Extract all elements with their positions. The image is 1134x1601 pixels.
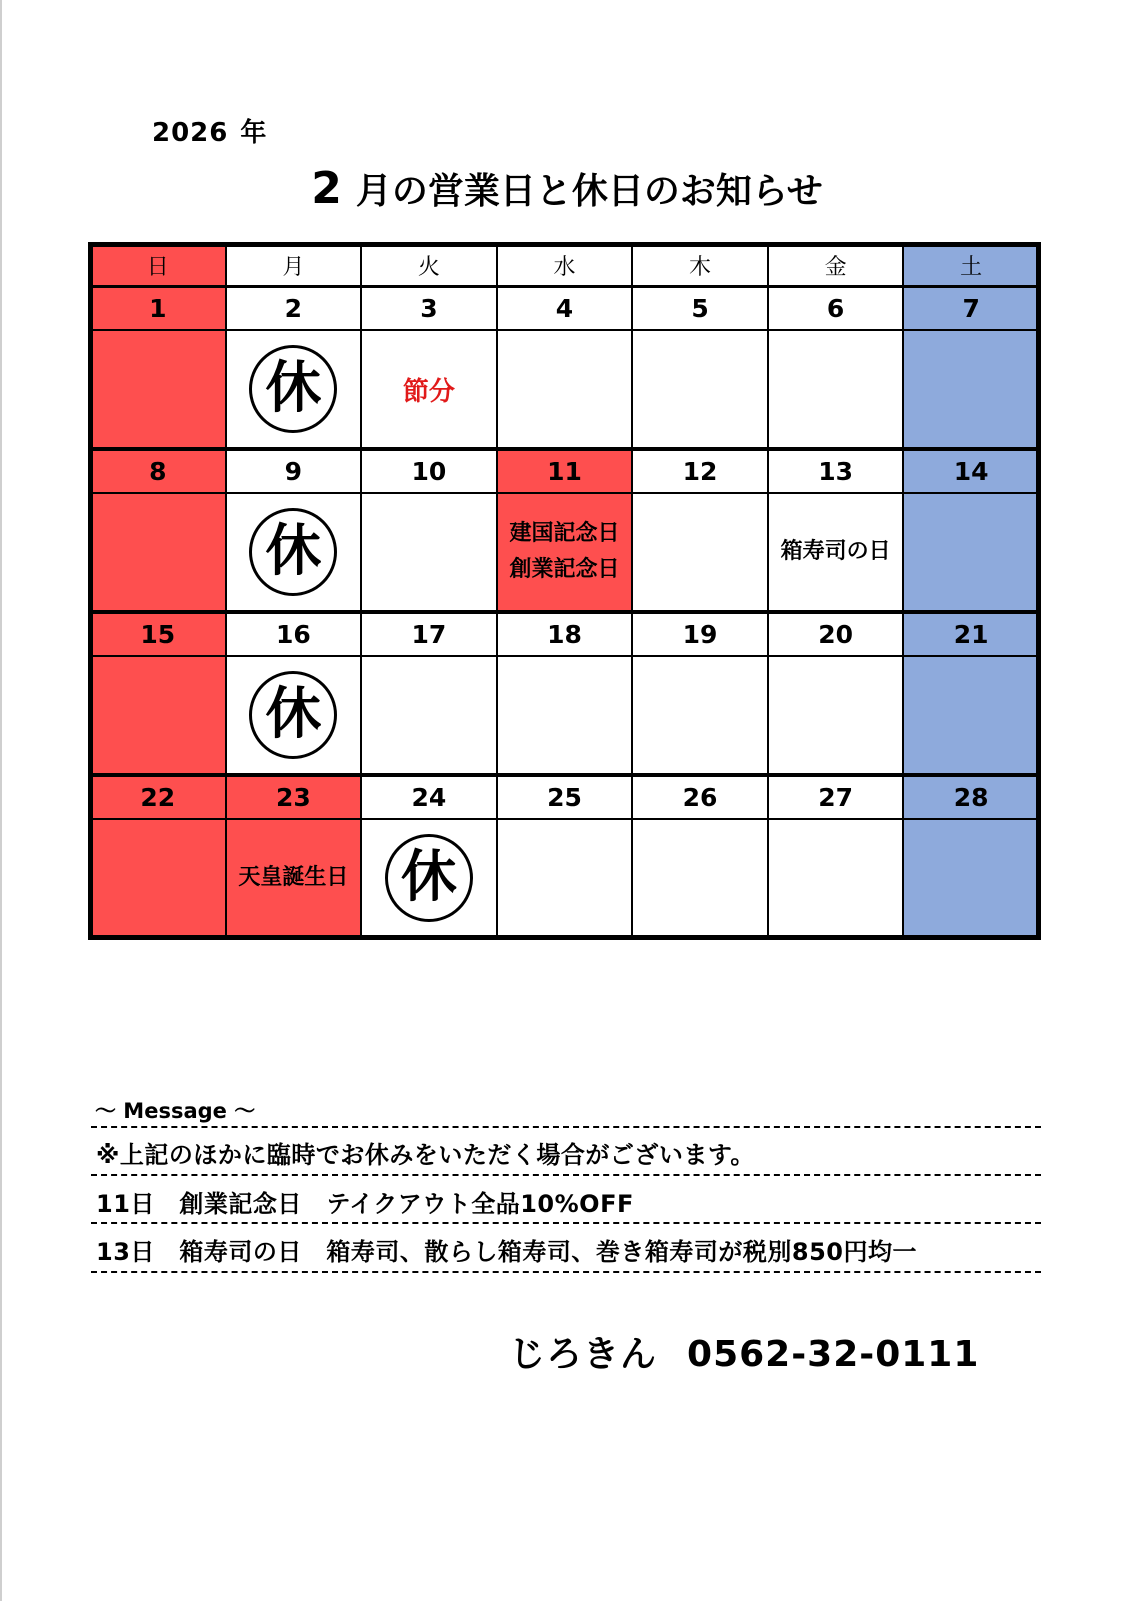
- day-body: [632, 819, 768, 938]
- day-body: [768, 330, 904, 449]
- date-cell: 17: [361, 612, 497, 656]
- message-divider: [91, 1271, 1041, 1273]
- national-foundation-day-note: 建国記念日: [509, 521, 620, 547]
- date-cell: 13: [768, 449, 904, 493]
- day-body: [903, 330, 1039, 449]
- week-3-body: [90, 656, 1039, 775]
- day-body: [361, 656, 497, 775]
- day-body: [497, 330, 633, 449]
- message-heading: ～ Message ～: [95, 1099, 256, 1123]
- closed-day-badge: 休: [385, 834, 473, 922]
- date-cell: 2: [226, 287, 362, 331]
- day-body: [90, 330, 226, 449]
- day-body: [361, 493, 497, 612]
- date-cell: 22: [90, 775, 226, 819]
- day-body: [497, 493, 633, 612]
- date-cell: 25: [497, 775, 633, 819]
- date-cell: 24: [361, 775, 497, 819]
- day-body: [497, 656, 633, 775]
- message-line-2: 11日 創業記念日 テイクアウト全品10%OFF: [96, 1190, 634, 1218]
- weekday-thursday: 木: [632, 244, 768, 287]
- emperors-birthday-note: 天皇誕生日: [238, 865, 349, 891]
- day-body: [768, 656, 904, 775]
- day-body: [90, 819, 226, 938]
- year-label: [152, 112, 267, 149]
- shop-name: じろきん: [509, 1334, 658, 1375]
- setsubun-note: 節分: [402, 376, 455, 407]
- date-cell: 27: [768, 775, 904, 819]
- week-4-body: [90, 819, 1039, 938]
- date-cell: 16: [226, 612, 362, 656]
- message-divider: [91, 1174, 1041, 1176]
- day-body: [226, 819, 362, 938]
- phone-number: 0562-32-0111: [687, 1334, 980, 1375]
- closed-day-badge: 休: [249, 508, 337, 596]
- day-body: [632, 493, 768, 612]
- weekday-wednesday: 水: [497, 244, 633, 287]
- week-1-dates: [90, 287, 1039, 331]
- title-text: 月の営業日と休日のお知らせ: [355, 171, 823, 212]
- date-cell: 28: [903, 775, 1039, 819]
- date-cell: 11: [497, 449, 633, 493]
- weekday-saturday: 土: [903, 244, 1039, 287]
- page-left-edge: [0, 0, 2, 1601]
- shop-footer: [509, 1326, 979, 1377]
- day-body: [226, 656, 362, 775]
- year-unit: 年: [240, 118, 268, 148]
- day-body: [90, 656, 226, 775]
- message-divider: [91, 1222, 1041, 1224]
- founding-anniversary-note: 創業記念日: [509, 557, 620, 583]
- message-line-3: 13日 箱寿司の日 箱寿司、散らし箱寿司、巻き箱寿司が税別850円均一: [96, 1238, 917, 1266]
- date-cell: 26: [632, 775, 768, 819]
- day-body: [226, 330, 362, 449]
- day-body: [903, 493, 1039, 612]
- day-body: [903, 656, 1039, 775]
- date-cell: 6: [768, 287, 904, 331]
- day-body: [903, 819, 1039, 938]
- week-2-dates: [90, 449, 1039, 493]
- date-cell: 23: [226, 775, 362, 819]
- day-body: [632, 656, 768, 775]
- day-body: [768, 819, 904, 938]
- date-cell: 8: [90, 449, 226, 493]
- date-cell: 20: [768, 612, 904, 656]
- day-body: [226, 493, 362, 612]
- page-title: [0, 163, 1134, 214]
- day-body: [90, 493, 226, 612]
- date-cell: 4: [497, 287, 633, 331]
- month-number: 2: [311, 163, 342, 214]
- day-body: [361, 819, 497, 938]
- closed-day-badge: 休: [249, 671, 337, 759]
- date-cell: 3: [361, 287, 497, 331]
- day-body: [768, 493, 904, 612]
- week-2-body: [90, 493, 1039, 612]
- weekday-friday: 金: [768, 244, 904, 287]
- year-value: 2026: [152, 118, 229, 148]
- weekday-header-row: [90, 244, 1039, 287]
- date-cell: 9: [226, 449, 362, 493]
- date-cell: 15: [90, 612, 226, 656]
- week-4-dates: [90, 775, 1039, 819]
- weekday-monday: 月: [226, 244, 362, 287]
- day-body: [632, 330, 768, 449]
- date-cell: 10: [361, 449, 497, 493]
- weekday-sunday: 日: [90, 244, 226, 287]
- date-cell: 7: [903, 287, 1039, 331]
- date-cell: 21: [903, 612, 1039, 656]
- message-divider: [91, 1126, 1041, 1128]
- date-cell: 14: [903, 449, 1039, 493]
- weekday-tuesday: 火: [361, 244, 497, 287]
- hakozushi-day-note: 箱寿司の日: [780, 539, 891, 565]
- date-cell: 5: [632, 287, 768, 331]
- message-line-1: ※上記のほかに臨時でお休みをいただく場合がございます。: [96, 1141, 755, 1169]
- day-body: [361, 330, 497, 449]
- date-cell: 18: [497, 612, 633, 656]
- day-body: [497, 819, 633, 938]
- closed-day-badge: 休: [249, 345, 337, 433]
- week-1-body: [90, 330, 1039, 449]
- date-cell: 19: [632, 612, 768, 656]
- calendar-grid: [89, 243, 1040, 939]
- week-3-dates: [90, 612, 1039, 656]
- date-cell: 12: [632, 449, 768, 493]
- date-cell: 1: [90, 287, 226, 331]
